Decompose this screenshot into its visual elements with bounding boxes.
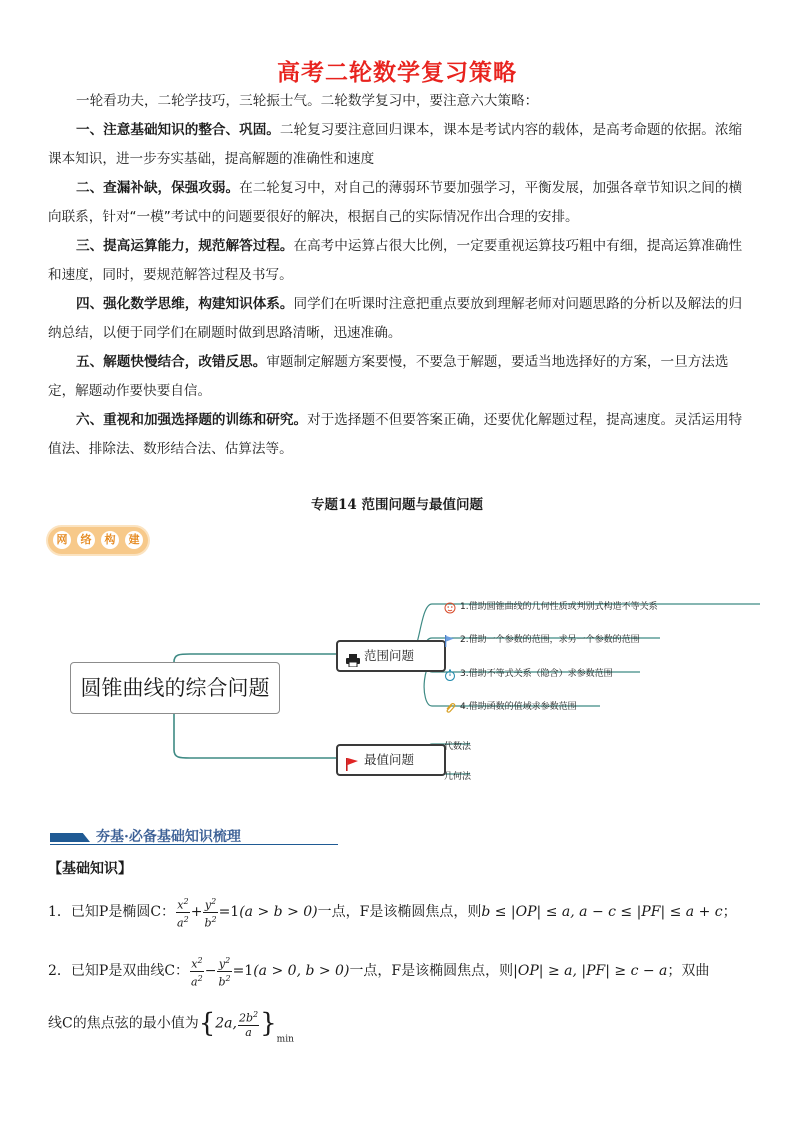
badge-char: 网 xyxy=(53,531,71,549)
knowledge-item-1: 1．已知P是椭圆C： $\frac{x^2}{a^2}$ + $\frac{y^2}{b^2}$ =1(a > b > 0)一点，F是该椭圆焦点，则b ≤ |OP| ≤ a, a − c ≤ |PF| ≤ a + c； xyxy=(48,897,737,930)
badge-char: 络 xyxy=(77,531,95,549)
red-flag-icon xyxy=(346,753,358,781)
strategy-6: 六、重视和加强选择题的训练和研究。对于选择题不但要答案正确，还要优化解题过程，提高速度。灵活运用特值法、排除法、数形结合法、估算法等。 xyxy=(48,412,743,457)
page-title: 高考二轮数学复习策略 xyxy=(277,60,517,86)
mindmap-node-label: 范围问题 xyxy=(364,648,415,663)
face-icon xyxy=(444,599,456,611)
mindmap-leaf: 3.借助不等式关系（隐含）求参数范围 xyxy=(460,669,613,679)
knowledge-item-2: 2．已知P是双曲线C： $\frac{x^2}{a^2}$ − $\frac{y^2}{b^2}$ =1(a > 0, b > 0)一点，F是该椭圆焦点，则|OP| ≥ a, |PF| ≥ c − a；双曲 xyxy=(48,956,710,989)
mindmap-root: 圆锥曲线的综合问题 xyxy=(70,662,280,714)
mindmap-leaf: 几何法 xyxy=(444,772,472,782)
mindmap-leaf: 代数法 xyxy=(444,742,472,752)
stopwatch-icon xyxy=(444,666,456,678)
badge-char: 构 xyxy=(101,531,119,549)
section-heading: 夯基·必备基础知识梳理 xyxy=(96,829,241,845)
fraction: $\frac{y^2}{b^2}$ xyxy=(204,897,217,930)
printer-icon xyxy=(346,649,360,677)
knowledge-item-3: 线C的焦点弦的最小值为{2a, $\frac{2b^2}{a}$ }$_{min}$ xyxy=(48,1008,294,1045)
mindmap-node-range xyxy=(336,640,446,672)
topic-title: 专题14 范围问题与最值问题 xyxy=(311,497,483,513)
fraction: $\frac{2b^2}{a}$ xyxy=(238,1010,259,1039)
mindmap-leaf: 4.借助函数的值域求参数范围 xyxy=(460,702,577,712)
badge-char: 建 xyxy=(125,531,143,549)
mindmap-leaf: 1.借助圆锥曲线的几何性质或判别式构造不等关系 xyxy=(460,602,658,612)
fraction: $\frac{y^2}{b^2}$ xyxy=(218,956,231,989)
strategy-5: 五、解题快慢结合，改错反思。审题制定解题方案要慢，不要急于解题，要适当地选择好的方案，一旦方法选定，解题动作要快要自信。 xyxy=(48,354,729,399)
fraction: $\frac{x^2}{a^2}$ xyxy=(177,897,189,930)
strategy-1: 一、注意基础知识的整合、巩固。二轮复习要注意回归课本，课本是考试内容的载体，是高考命题的依据。浓缩课本知识，进一步夯实基础，提高解题的准确性和速度 xyxy=(48,122,743,167)
intro-text: 一轮看功夫，二轮学技巧，三轮振士气。二轮数学复习中，要注意六大策略： xyxy=(76,93,539,109)
mindmap-node-label: 最值问题 xyxy=(364,752,415,767)
mindmap-node-max xyxy=(336,744,446,776)
strategy-2: 二、查漏补缺，保强攻弱。在二轮复习中，对自己的薄弱环节要加强学习，平衡发展，加强各章节知识之间的横向联系，针对“一模”考试中的问题要很好的解决，根据自己的实际情况作出合理的安排。 xyxy=(48,180,743,225)
intro-paragraph xyxy=(48,87,752,464)
mindmap-leaf: 2.借助一个参数的范围，求另一个参数的范围 xyxy=(460,635,640,645)
strategy-3: 三、提高运算能力，规范解答过程。在高考中运算占很大比例，一定要重视运算技巧粗中有细，提高运算准确性和速度，同时，要规范解答过程及书写。 xyxy=(48,238,743,283)
section-heading-bar xyxy=(50,833,90,842)
flag-icon xyxy=(444,632,456,644)
basic-knowledge-label: 【基础知识】 xyxy=(48,861,132,877)
fraction: $\frac{x^2}{a^2}$ xyxy=(191,956,203,989)
network-badge xyxy=(48,527,148,554)
paperclip-icon xyxy=(444,699,456,711)
strategy-4: 四、强化数学思维，构建知识体系。同学们在听课时注意把重点要放到理解老师对问题思路的分析以及解法的归纳总结，以便于同学们在刷题时做到思路清晰，迅速准确。 xyxy=(48,296,743,341)
